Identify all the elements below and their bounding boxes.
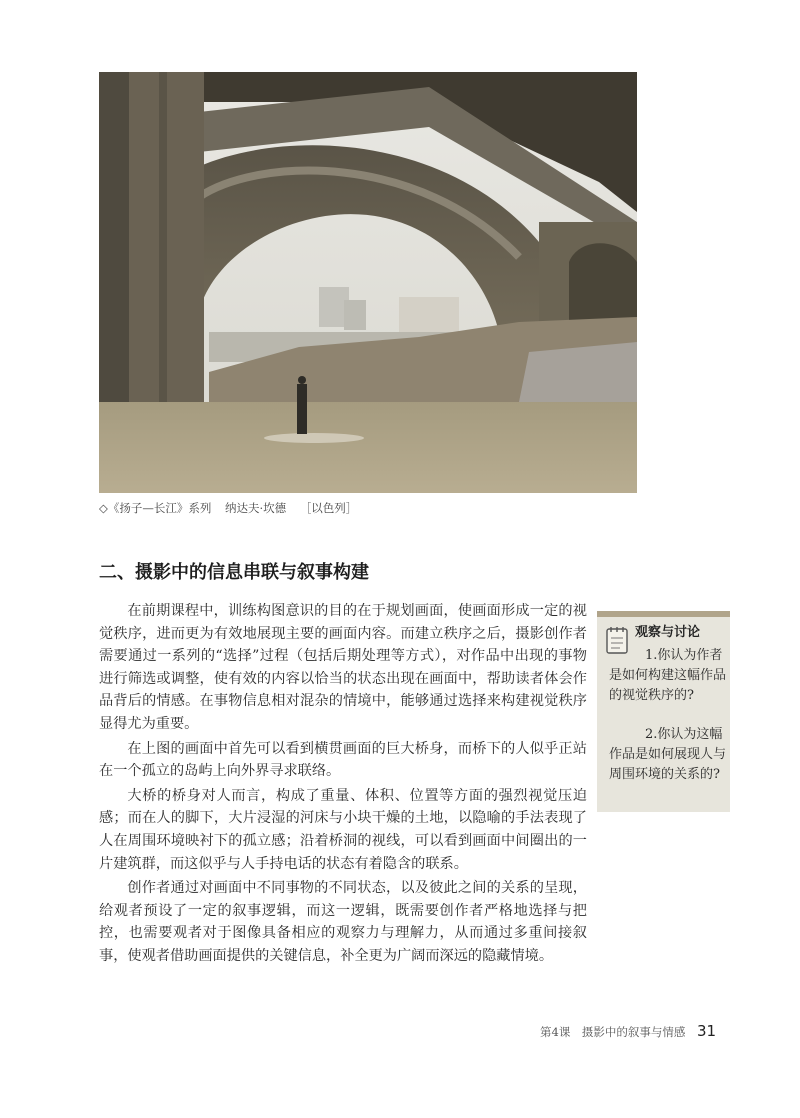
- bridge-photo: [99, 72, 637, 493]
- paragraph-2: 在上图的画面中首先可以看到横贯画面的巨大桥身，而桥下的人似乎正站在一个孤立的岛屿上向外界寻求联络。: [99, 740, 587, 780]
- caption-title: ◇《扬子—长江》系列: [99, 501, 212, 515]
- sidebar-title: 观察与讨论: [635, 625, 701, 640]
- paragraph-3: 大桥的桥身对人而言，构成了重量、体积、位置等方面的强烈视觉压迫感；而在人的脚下，大片浸湿的河床与小块干燥的土地，以隐喻的手法表现了人在周围环境映衬下的孤立感；沿着桥洞的视线，可以看到画面中间圈出的一片建筑群，而这似乎与人手持电话的状态有着隐含的联系。: [99, 787, 587, 872]
- page-footer: [540, 1021, 740, 1042]
- paragraph-1: 在前期课程中，训练构图意识的目的在于规划画面，使画面形成一定的视觉秩序，进而更为有效地展现主要的画面内容。而建立秩序之后，摄影创作者需要通过一系列的“选择”过程（包括后期处理等方式），对作品中出现的事物进行筛选或调整，使有效的内容以恰当的状态出现在画面中，帮助读者体会作品背后的情感。在事物信息相对混杂的情境中，能够通过选择来构建视觉秩序显得尤为重要。: [99, 603, 587, 732]
- discussion-sidebar: [597, 611, 730, 812]
- body-text: [99, 600, 587, 970]
- question-2: [609, 725, 727, 784]
- caption-country: ［以色列］: [299, 501, 358, 515]
- caption-author: 纳达夫·坎德: [225, 501, 287, 515]
- section-title: 二、摄影中的信息串联与叙事构建: [99, 562, 369, 583]
- paragraph-4: 创作者通过对画面中不同事物的不同状态，以及彼此之间的关系的呈现，给观者预设了一定的叙事逻辑，而这一逻辑，既需要创作者严格地选择与把控，也需要观者对于图像具备相应的观察力与理解力，从而通过多重间接叙事，使观者借助画面提供的关键信息，补全更为广阔而深远的隐藏情境。: [99, 880, 587, 964]
- lesson-title: 第4课 摄影中的叙事与情感: [540, 1025, 686, 1039]
- question-2-text: 2.你认为这幅作品是如何展现人与周围环境的关系的?: [609, 727, 727, 782]
- bridge-photo-illustration: [99, 72, 637, 493]
- question-1-text: 1.你认为作者是如何构建这幅作品的视觉秩序的?: [609, 648, 727, 703]
- photo-caption: [99, 500, 659, 516]
- page-number: 31: [696, 1022, 717, 1040]
- sidebar-top-bar: [597, 611, 730, 617]
- question-1: [609, 646, 727, 705]
